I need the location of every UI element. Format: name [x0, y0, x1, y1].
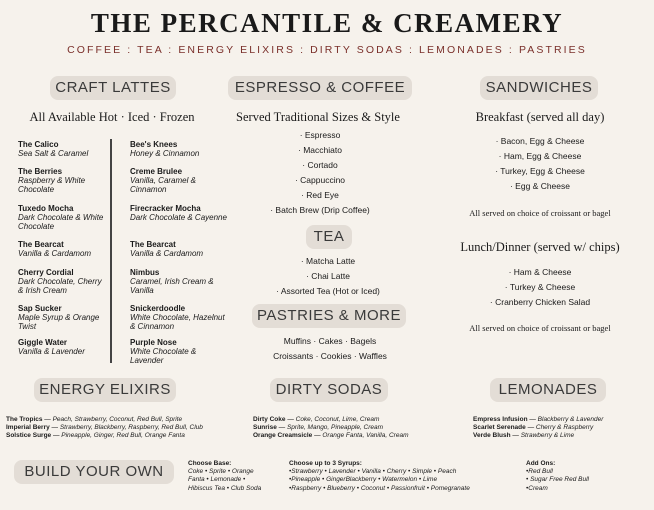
latte-description: Caramel, Irish Cream & Vanilla [130, 277, 214, 295]
addon-line: •Red Bull [526, 468, 553, 476]
latte-item [130, 304, 228, 331]
latte-item [130, 167, 228, 194]
sodas-list [253, 416, 463, 441]
base-title: Choose Base: [188, 460, 232, 467]
lunch-title: Lunch/Dinner (served w/ chips) [460, 240, 620, 254]
syrup-line: •Pineapple • GingerBlackberry • Watermelon • Lime [289, 476, 438, 484]
drink-name: Solstice Surge [6, 432, 52, 440]
latte-name: Giggle Water [18, 338, 68, 347]
syrup-title: Choose up to 3 Syrups: [289, 460, 362, 467]
pastries-list [248, 334, 412, 364]
latte-name: Firecracker Mocha [130, 204, 201, 213]
lemonades-heading: LEMONADES [490, 378, 606, 402]
drink-row [6, 432, 246, 440]
latte-description: White Chocolate & Lavender [130, 347, 197, 365]
list-item: · Cortado [302, 160, 338, 170]
tea-heading: TEA [306, 225, 352, 249]
drink-ingredients: — Cherry & Raspberry [525, 424, 594, 432]
latte-item [130, 140, 228, 158]
drink-name: Dirty Coke [253, 416, 286, 423]
list-item: · Batch Brew (Drip Coffee) [270, 205, 370, 215]
latte-description: Dark Chocolate & Cayenne [130, 213, 227, 222]
latte-name: Bee's Knees [130, 140, 178, 149]
page-subtitle: COFFEE : TEA : ENERGY ELIXIRS : DIRTY SODAS : LEMONADES : PASTRIES [67, 44, 587, 56]
latte-description: Sea Salt & Caramel [18, 149, 89, 158]
build-your-own-heading: BUILD YOUR OWN [14, 460, 174, 484]
pastries-line-2: Croissants · Cookies · Waffles [273, 351, 387, 361]
latte-name: Cherry Cordial [18, 268, 74, 277]
latte-item [18, 304, 108, 331]
latte-name: The Bearcat [18, 240, 64, 249]
addon-title: Add Ons: [526, 460, 556, 467]
latte-description: Honey & Cinnamon [130, 149, 200, 158]
espresso-heading: ESPRESSO & COFFEE [228, 76, 412, 100]
drink-name: Scarlet Serenade [473, 424, 526, 432]
list-item: · Assorted Tea (Hot or Iced) [276, 286, 380, 296]
drink-ingredients: — Coke, Coconut, Lime, Cream [285, 416, 380, 423]
base-line: Coke • Sprite • Orange [188, 468, 254, 476]
drink-row [253, 416, 463, 424]
drink-row [473, 424, 648, 432]
latte-name: The Berries [18, 167, 63, 176]
lemonades-list [473, 416, 648, 441]
list-item: · Egg & Cheese [509, 181, 570, 191]
drink-name: Orange Creamsicle [253, 432, 313, 440]
list-item: · Ham & Cheese [508, 267, 572, 277]
latte-description: Raspberry & White Chocolate [18, 176, 86, 194]
drink-ingredients: — Peach, Strawberry, Coconut, Red Bull, Sprite [42, 416, 183, 423]
drink-ingredients: — Strawberry & Lime [510, 432, 575, 440]
drink-row [473, 416, 648, 424]
breakfast-title: Breakfast (served all day) [475, 110, 605, 124]
breakfast-list [460, 134, 620, 194]
latte-item [18, 167, 108, 194]
list-item: · Macchiato [298, 145, 342, 155]
drink-row [473, 432, 648, 440]
latte-name: Creme Brulee [130, 167, 183, 176]
drink-row [6, 424, 246, 432]
drink-row [253, 424, 463, 432]
addon-line: • Sugar Free Red Bull [526, 476, 589, 484]
latte-item [130, 338, 228, 365]
list-item: · Cappuccino [294, 175, 346, 185]
list-item: · Bacon, Egg & Cheese [495, 136, 585, 146]
drink-row [6, 416, 246, 424]
latte-description: Vanilla & Cardamom [18, 249, 92, 258]
latte-name: The Calico [18, 140, 59, 149]
latte-description: Vanilla, Caramel & Cinnamon [130, 176, 196, 194]
latte-item [18, 338, 108, 356]
latte-name: The Bearcat [130, 240, 176, 249]
page-title: THE PERCANTILE & CREAMERY [90, 8, 564, 38]
addon-options [526, 460, 636, 493]
latte-description: Vanilla & Lavender [18, 347, 85, 356]
base-options [188, 460, 284, 493]
base-line: Fanta • Lemonade • [188, 476, 246, 484]
base-line: Hibiscus Tea • Club Soda [188, 484, 262, 492]
latte-item [18, 204, 108, 231]
drink-name: The Tropics [6, 416, 43, 423]
dirty-sodas-heading: DIRTY SODAS [270, 378, 388, 402]
latte-name: Nimbus [130, 268, 160, 277]
latte-item [18, 240, 108, 258]
syrup-line: •Raspberry • Blueberry • Coconut • Passionfruit • Pomegranate [289, 484, 470, 492]
drink-ingredients: — Pineapple, Ginger, Red Bull, Orange Fanta [51, 432, 185, 440]
lunch-note: All served on choice of croissant or bagel [469, 323, 611, 333]
list-item: · Ham, Egg & Cheese [498, 151, 582, 161]
breakfast-note: All served on choice of croissant or bagel [469, 208, 611, 218]
latte-item [18, 268, 108, 295]
latte-item [130, 268, 228, 295]
sandwiches-heading: SANDWICHES [480, 76, 598, 100]
syrup-line: •Strawberry • Lavender • Vanilla • Cherry • Simple • Peach [289, 468, 457, 476]
drink-row [253, 432, 463, 440]
latte-name: Purple Nose [130, 338, 177, 347]
elixirs-list [6, 416, 246, 441]
latte-description: Maple Syrup & Orange Twist [18, 313, 100, 331]
latte-name: Sap Sucker [18, 304, 62, 313]
latte-name: Tuxedo Mocha [18, 204, 74, 213]
list-item: · Espresso [299, 130, 341, 140]
latte-description: White Chocolate, Hazelnut & Cinnamon [130, 313, 225, 331]
drink-name: Sunrise [253, 424, 277, 432]
list-item: · Turkey, Egg & Cheese [495, 166, 585, 176]
latte-item [130, 204, 228, 222]
pastries-line-1: Muffins · Cakes · Bagels [283, 336, 377, 346]
list-item: · Turkey & Cheese [504, 282, 576, 292]
list-item: · Red Eye [301, 190, 339, 200]
drink-name: Verde Blush [473, 432, 511, 440]
energy-elixirs-heading: ENERGY ELIXIRS [34, 378, 176, 402]
syrup-options [289, 460, 517, 493]
latte-item [130, 240, 228, 258]
drink-ingredients: — Strawberry, Blackberry, Raspberry, Red Bull, Club [49, 424, 203, 432]
latte-description: Vanilla & Cardamom [130, 249, 204, 258]
lattes-divider [110, 139, 112, 363]
latte-item [18, 140, 108, 158]
lattes-subheading: All Available Hot · Iced · Frozen [29, 110, 195, 124]
list-item: · Matcha Latte [300, 256, 356, 266]
list-item: · Cranberry Chicken Salad [489, 297, 591, 307]
espresso-subheading: Served Traditional Sizes & Style [236, 110, 400, 124]
drink-ingredients: — Orange Fanta, Vanilla, Cream [312, 432, 409, 440]
list-item: · Chai Latte [306, 271, 350, 281]
espresso-list [238, 128, 402, 218]
craft-lattes-heading: CRAFT LATTES [50, 76, 176, 100]
addon-line: •Cream [526, 484, 548, 492]
drink-name: Imperial Berry [6, 424, 50, 432]
latte-description: Dark Chocolate & White Chocolate [18, 213, 104, 231]
drink-ingredients: — Blackberry & Lavender [527, 416, 604, 423]
lunch-list [460, 265, 620, 310]
drink-ingredients: — Sprite, Mango, Pineapple, Cream [276, 424, 384, 432]
drink-name: Empress Infusion [473, 416, 528, 423]
tea-list [248, 254, 408, 299]
latte-description: Dark Chocolate, Cherry & Irish Cream [18, 277, 102, 295]
latte-name: Snickerdoodle [130, 304, 186, 313]
pastries-heading: PASTRIES & MORE [252, 304, 406, 328]
